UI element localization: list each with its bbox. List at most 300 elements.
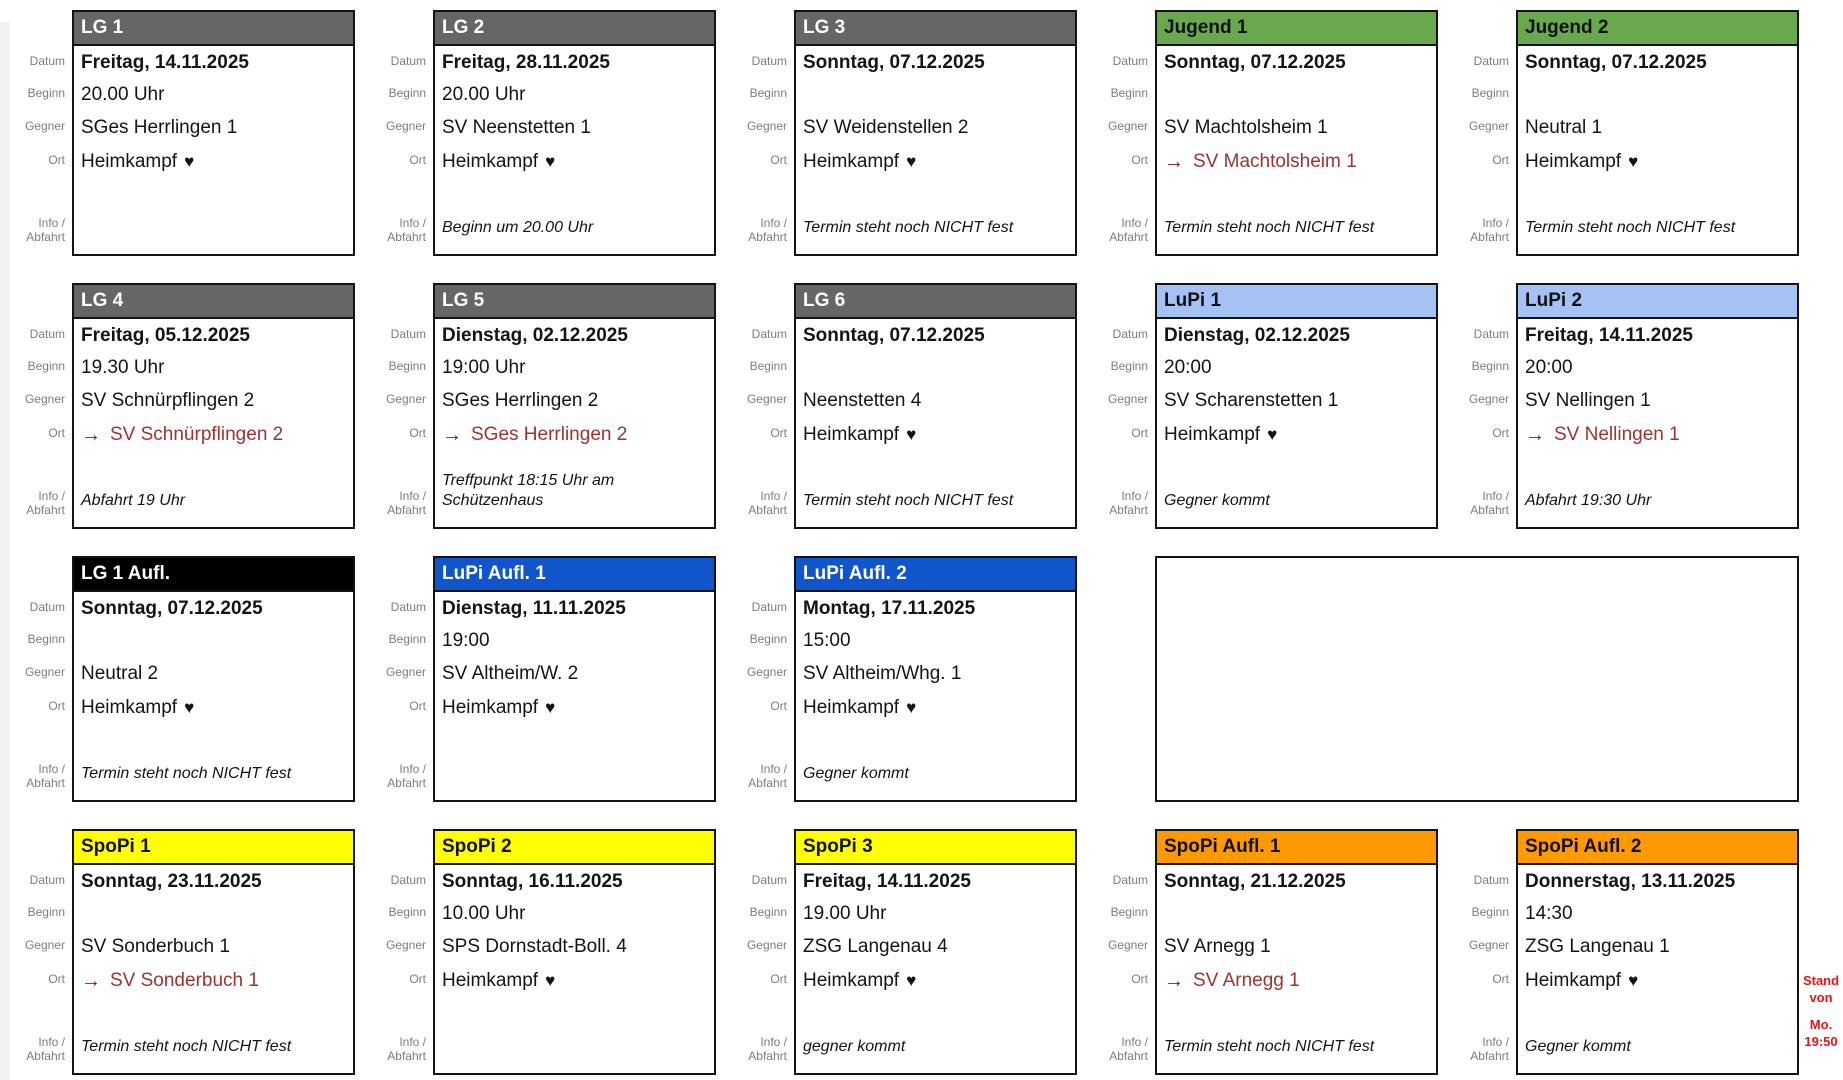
empty-card-box bbox=[1155, 556, 1799, 802]
value-beginn bbox=[1157, 898, 1436, 930]
match-card-unit bbox=[10, 556, 355, 802]
value-ort bbox=[1157, 417, 1436, 453]
value-gegner: SV Arnegg 1 bbox=[1164, 935, 1271, 957]
value-datum: Sonntag, 16.11.2025 bbox=[442, 870, 623, 892]
label-datum: Datum bbox=[390, 872, 426, 887]
value-info: Gegner kommt bbox=[1164, 492, 1270, 509]
label-datum: Datum bbox=[29, 599, 65, 614]
value-info: Termin steht noch NICHT fest bbox=[81, 765, 292, 782]
label-beginn: Beginn bbox=[388, 86, 426, 100]
heart-icon: ♥ bbox=[1628, 152, 1639, 171]
value-info: Termin steht noch NICHT fest bbox=[81, 1038, 292, 1055]
label-info-line2: Abfahrt bbox=[1470, 230, 1509, 244]
heart-icon: ♥ bbox=[184, 698, 195, 717]
label-ort: Ort bbox=[770, 153, 787, 167]
label-info-line1: Info / bbox=[760, 216, 787, 230]
label-info-abfahrt bbox=[1109, 1035, 1148, 1063]
value-datum: Sonntag, 07.12.2025 bbox=[803, 324, 985, 346]
value-datum: Sonntag, 07.12.2025 bbox=[1525, 51, 1707, 73]
label-info-line2: Abfahrt bbox=[26, 1049, 65, 1063]
label-ort: Ort bbox=[1131, 153, 1148, 167]
value-info: gegner kommt bbox=[803, 1038, 906, 1055]
value-datum: Sonntag, 07.12.2025 bbox=[81, 597, 263, 619]
label-datum: Datum bbox=[29, 326, 65, 341]
label-ort: Ort bbox=[1492, 426, 1509, 440]
value-gegner: Neutral 1 bbox=[1525, 116, 1603, 138]
label-info-abfahrt bbox=[387, 216, 426, 244]
label-beginn: Beginn bbox=[1471, 905, 1509, 919]
label-gegner: Gegner bbox=[746, 664, 787, 679]
label-ort: Ort bbox=[48, 699, 65, 713]
value-beginn bbox=[1518, 79, 1797, 111]
label-beginn: Beginn bbox=[749, 632, 787, 646]
value-gegner: ZSG Langenau 4 bbox=[803, 935, 948, 957]
field-labels bbox=[10, 556, 72, 802]
match-card bbox=[1516, 829, 1799, 1075]
value-ort bbox=[796, 963, 1075, 999]
value-beginn: 10.00 Uhr bbox=[442, 903, 526, 924]
label-info-line2: Abfahrt bbox=[26, 230, 65, 244]
team-header: Jugend 1 bbox=[1157, 12, 1436, 46]
value-info: Termin steht noch NICHT fest bbox=[1525, 219, 1736, 236]
ort-text: SV Nellingen 1 bbox=[1554, 424, 1680, 445]
label-info-line1: Info / bbox=[760, 489, 787, 503]
label-gegner: Gegner bbox=[385, 118, 426, 133]
label-info-line2: Abfahrt bbox=[1470, 503, 1509, 517]
page-left-margin bbox=[0, 22, 10, 1080]
label-info-abfahrt bbox=[1470, 1035, 1509, 1063]
match-card-unit bbox=[1093, 10, 1438, 256]
label-info-abfahrt bbox=[748, 762, 787, 790]
match-card bbox=[72, 283, 355, 529]
label-info-line1: Info / bbox=[1482, 216, 1509, 230]
label-info-abfahrt bbox=[748, 489, 787, 517]
field-labels bbox=[1093, 283, 1155, 529]
label-ort: Ort bbox=[1492, 972, 1509, 986]
match-card-unit bbox=[732, 283, 1077, 529]
label-gegner: Gegner bbox=[746, 937, 787, 952]
label-info-line1: Info / bbox=[760, 1035, 787, 1049]
value-beginn bbox=[74, 625, 353, 657]
label-datum: Datum bbox=[1473, 53, 1509, 68]
field-labels bbox=[1454, 829, 1516, 1075]
label-gegner: Gegner bbox=[24, 118, 65, 133]
away-arrow-icon: → bbox=[81, 423, 101, 446]
label-beginn: Beginn bbox=[749, 86, 787, 100]
field-labels bbox=[371, 10, 433, 256]
value-info: Termin steht noch NICHT fest bbox=[1164, 1038, 1375, 1055]
match-card bbox=[1516, 10, 1799, 256]
label-ort: Ort bbox=[48, 153, 65, 167]
value-info: Termin steht noch NICHT fest bbox=[1164, 219, 1375, 236]
match-card bbox=[433, 283, 716, 529]
label-beginn: Beginn bbox=[27, 632, 65, 646]
ort-text: Heimkampf bbox=[803, 697, 900, 718]
field-labels bbox=[1093, 10, 1155, 256]
label-info-abfahrt bbox=[1470, 216, 1509, 244]
stand-note-line: von bbox=[1809, 990, 1833, 1005]
label-info-line1: Info / bbox=[38, 489, 65, 503]
heart-icon: ♥ bbox=[906, 971, 917, 990]
team-header: SpoPi 1 bbox=[74, 831, 353, 865]
label-info-line2: Abfahrt bbox=[387, 230, 426, 244]
value-beginn: 20:00 bbox=[1525, 357, 1573, 378]
label-beginn: Beginn bbox=[1471, 86, 1509, 100]
label-info-abfahrt bbox=[387, 489, 426, 517]
value-beginn: 14:30 bbox=[1525, 903, 1573, 924]
label-gegner: Gegner bbox=[385, 664, 426, 679]
label-info-abfahrt bbox=[748, 216, 787, 244]
match-card bbox=[1155, 283, 1438, 529]
heart-icon: ♥ bbox=[1628, 971, 1639, 990]
label-info-line1: Info / bbox=[38, 762, 65, 776]
away-arrow-icon: → bbox=[1164, 150, 1184, 173]
label-gegner: Gegner bbox=[1107, 391, 1148, 406]
match-card-unit bbox=[371, 556, 716, 802]
value-datum: Montag, 17.11.2025 bbox=[803, 597, 976, 619]
field-labels bbox=[732, 10, 794, 256]
match-card-unit bbox=[1454, 829, 1799, 1075]
label-ort: Ort bbox=[1492, 153, 1509, 167]
value-info: Treffpunkt 18:15 Uhr am Schützenhaus bbox=[442, 472, 615, 509]
value-gegner: SV Machtolsheim 1 bbox=[1164, 116, 1328, 138]
value-datum: Freitag, 28.11.2025 bbox=[442, 51, 610, 73]
team-header: LG 4 bbox=[74, 285, 353, 319]
value-ort bbox=[1518, 963, 1797, 999]
label-info-abfahrt bbox=[1109, 216, 1148, 244]
label-info-line2: Abfahrt bbox=[1109, 230, 1148, 244]
ort-text: Heimkampf bbox=[1164, 424, 1261, 445]
label-info-line1: Info / bbox=[1482, 489, 1509, 503]
match-card bbox=[794, 829, 1077, 1075]
value-datum: Dienstag, 02.12.2025 bbox=[442, 324, 628, 346]
match-card bbox=[794, 10, 1077, 256]
team-header: LG 5 bbox=[435, 285, 714, 319]
field-labels bbox=[1454, 283, 1516, 529]
value-gegner: Neutral 2 bbox=[81, 662, 159, 684]
ort-text: Heimkampf bbox=[81, 697, 178, 718]
value-datum: Dienstag, 02.12.2025 bbox=[1164, 324, 1350, 346]
match-card-unit bbox=[1454, 10, 1799, 256]
match-card-unit bbox=[371, 10, 716, 256]
label-datum: Datum bbox=[751, 53, 787, 68]
value-ort bbox=[796, 144, 1075, 180]
value-datum: Freitag, 14.11.2025 bbox=[81, 51, 249, 73]
field-labels bbox=[371, 829, 433, 1075]
label-info-line1: Info / bbox=[399, 1035, 426, 1049]
match-card bbox=[1516, 283, 1799, 529]
label-info-line1: Info / bbox=[38, 1035, 65, 1049]
value-ort bbox=[74, 144, 353, 180]
match-card bbox=[433, 10, 716, 256]
label-ort: Ort bbox=[409, 153, 426, 167]
heart-icon: ♥ bbox=[184, 152, 195, 171]
label-gegner: Gegner bbox=[385, 937, 426, 952]
label-datum: Datum bbox=[1473, 326, 1509, 341]
heart-icon: ♥ bbox=[906, 698, 917, 717]
label-beginn: Beginn bbox=[27, 86, 65, 100]
label-info-line2: Abfahrt bbox=[1109, 1049, 1148, 1063]
label-datum: Datum bbox=[390, 53, 426, 68]
value-ort bbox=[1157, 144, 1436, 180]
label-info-abfahrt bbox=[26, 1035, 65, 1063]
team-header: SpoPi Aufl. 2 bbox=[1518, 831, 1797, 865]
match-card-unit bbox=[1093, 829, 1438, 1075]
value-ort bbox=[1518, 417, 1797, 453]
value-gegner: SPS Dornstadt-Boll. 4 bbox=[442, 935, 627, 957]
ort-text: Heimkampf bbox=[81, 151, 178, 172]
value-ort bbox=[435, 963, 714, 999]
away-arrow-icon: → bbox=[1164, 969, 1184, 992]
match-card-unit bbox=[10, 829, 355, 1075]
label-info-line2: Abfahrt bbox=[26, 503, 65, 517]
label-info-line1: Info / bbox=[1482, 1035, 1509, 1049]
ort-text: Heimkampf bbox=[442, 151, 539, 172]
field-labels bbox=[732, 556, 794, 802]
value-ort bbox=[1157, 963, 1436, 999]
value-ort bbox=[435, 144, 714, 180]
value-datum: Sonntag, 23.11.2025 bbox=[81, 870, 262, 892]
ort-text: Heimkampf bbox=[442, 697, 539, 718]
value-gegner: SV Nellingen 1 bbox=[1525, 389, 1651, 411]
label-beginn: Beginn bbox=[1110, 359, 1148, 373]
team-header: LuPi 2 bbox=[1518, 285, 1797, 319]
match-card bbox=[1155, 10, 1438, 256]
value-info: Termin steht noch NICHT fest bbox=[803, 219, 1014, 236]
ort-text: Heimkampf bbox=[1525, 970, 1622, 991]
value-info bbox=[74, 218, 353, 238]
label-info-line2: Abfahrt bbox=[1109, 503, 1148, 517]
heart-icon: ♥ bbox=[545, 152, 556, 171]
field-labels bbox=[10, 10, 72, 256]
label-beginn: Beginn bbox=[1110, 905, 1148, 919]
match-card-unit bbox=[371, 283, 716, 529]
label-info-line2: Abfahrt bbox=[748, 776, 787, 790]
value-gegner: SV Scharenstetten 1 bbox=[1164, 389, 1339, 411]
value-gegner: SV Altheim/Whg. 1 bbox=[803, 662, 962, 684]
label-datum: Datum bbox=[390, 326, 426, 341]
label-info-abfahrt bbox=[387, 1035, 426, 1063]
match-card-unit bbox=[10, 283, 355, 529]
label-info-line2: Abfahrt bbox=[387, 776, 426, 790]
match-card bbox=[794, 556, 1077, 802]
team-header: LG 3 bbox=[796, 12, 1075, 46]
label-info-line2: Abfahrt bbox=[26, 776, 65, 790]
label-info-line1: Info / bbox=[760, 762, 787, 776]
ort-text: Heimkampf bbox=[803, 970, 900, 991]
ort-text: SV Sonderbuch 1 bbox=[110, 970, 259, 991]
label-info-line1: Info / bbox=[399, 216, 426, 230]
label-gegner: Gegner bbox=[1107, 937, 1148, 952]
ort-text: Heimkampf bbox=[803, 424, 900, 445]
ort-text: Heimkampf bbox=[803, 151, 900, 172]
label-gegner: Gegner bbox=[746, 391, 787, 406]
value-beginn: 20:00 bbox=[1164, 357, 1212, 378]
label-beginn: Beginn bbox=[27, 905, 65, 919]
label-datum: Datum bbox=[1112, 53, 1148, 68]
value-ort bbox=[74, 963, 353, 999]
team-header: LuPi Aufl. 1 bbox=[435, 558, 714, 592]
label-info-line1: Info / bbox=[1121, 489, 1148, 503]
label-beginn: Beginn bbox=[388, 632, 426, 646]
ort-text: Heimkampf bbox=[442, 970, 539, 991]
value-beginn: 19:00 bbox=[442, 630, 490, 651]
label-datum: Datum bbox=[1112, 872, 1148, 887]
value-ort bbox=[796, 690, 1075, 726]
label-beginn: Beginn bbox=[388, 359, 426, 373]
match-card bbox=[433, 829, 716, 1075]
label-gegner: Gegner bbox=[385, 391, 426, 406]
value-ort bbox=[435, 690, 714, 726]
label-datum: Datum bbox=[751, 599, 787, 614]
label-ort: Ort bbox=[770, 972, 787, 986]
value-beginn: 19.30 Uhr bbox=[81, 357, 165, 378]
field-labels bbox=[1093, 829, 1155, 1075]
value-beginn: 20.00 Uhr bbox=[442, 84, 526, 105]
team-header: LuPi Aufl. 2 bbox=[796, 558, 1075, 592]
label-info-line2: Abfahrt bbox=[748, 1049, 787, 1063]
label-info-line2: Abfahrt bbox=[387, 1049, 426, 1063]
label-info-abfahrt bbox=[26, 216, 65, 244]
value-gegner: ZSG Langenau 1 bbox=[1525, 935, 1670, 957]
heart-icon: ♥ bbox=[545, 698, 556, 717]
ort-text: SV Schnürpflingen 2 bbox=[110, 424, 284, 445]
label-gegner: Gegner bbox=[24, 664, 65, 679]
label-ort: Ort bbox=[409, 699, 426, 713]
label-datum: Datum bbox=[1112, 326, 1148, 341]
label-info-line2: Abfahrt bbox=[1470, 1049, 1509, 1063]
value-gegner: SGes Herrlingen 2 bbox=[442, 389, 599, 411]
value-beginn: 15:00 bbox=[803, 630, 851, 651]
value-beginn: 20.00 Uhr bbox=[81, 84, 165, 105]
label-datum: Datum bbox=[1473, 872, 1509, 887]
match-card bbox=[794, 283, 1077, 529]
field-labels bbox=[371, 556, 433, 802]
field-labels bbox=[10, 283, 72, 529]
label-beginn: Beginn bbox=[749, 359, 787, 373]
value-gegner: SV Weidenstellen 2 bbox=[803, 116, 969, 138]
label-ort: Ort bbox=[770, 699, 787, 713]
label-datum: Datum bbox=[29, 53, 65, 68]
value-beginn bbox=[74, 898, 353, 930]
label-info-abfahrt bbox=[26, 489, 65, 517]
match-card-unit bbox=[732, 556, 1077, 802]
field-labels bbox=[371, 283, 433, 529]
label-beginn: Beginn bbox=[27, 359, 65, 373]
label-info-line2: Abfahrt bbox=[748, 230, 787, 244]
value-beginn: 19:00 Uhr bbox=[442, 357, 526, 378]
value-info: Termin steht noch NICHT fest bbox=[803, 492, 1014, 509]
label-info-abfahrt bbox=[387, 762, 426, 790]
match-card bbox=[1155, 829, 1438, 1075]
label-ort: Ort bbox=[1131, 426, 1148, 440]
label-beginn: Beginn bbox=[1471, 359, 1509, 373]
ort-text: Heimkampf bbox=[1525, 151, 1622, 172]
value-gegner: SV Neenstetten 1 bbox=[442, 116, 591, 138]
label-beginn: Beginn bbox=[388, 905, 426, 919]
label-gegner: Gegner bbox=[1107, 118, 1148, 133]
label-ort: Ort bbox=[770, 426, 787, 440]
label-gegner: Gegner bbox=[1468, 118, 1509, 133]
value-info: Beginn um 20.00 Uhr bbox=[442, 219, 594, 236]
match-card-unit bbox=[10, 10, 355, 256]
value-ort bbox=[1518, 144, 1797, 180]
label-info-line2: Abfahrt bbox=[387, 503, 426, 517]
value-beginn bbox=[796, 352, 1075, 384]
label-beginn: Beginn bbox=[1110, 86, 1148, 100]
label-info-line1: Info / bbox=[399, 489, 426, 503]
value-info: Gegner kommt bbox=[803, 765, 909, 782]
team-header: LG 6 bbox=[796, 285, 1075, 319]
value-datum: Sonntag, 07.12.2025 bbox=[1164, 51, 1346, 73]
value-info: Gegner kommt bbox=[1525, 1038, 1631, 1055]
label-gegner: Gegner bbox=[1468, 937, 1509, 952]
match-card-unit bbox=[732, 10, 1077, 256]
field-labels bbox=[1454, 10, 1516, 256]
team-header: LG 1 Aufl. bbox=[74, 558, 353, 592]
team-header: SpoPi 3 bbox=[796, 831, 1075, 865]
value-ort bbox=[435, 417, 714, 453]
value-gegner: SV Schnürpflingen 2 bbox=[81, 389, 255, 411]
label-info-line2: Abfahrt bbox=[748, 503, 787, 517]
ort-text: SGes Herrlingen 2 bbox=[471, 424, 628, 445]
value-datum: Dienstag, 11.11.2025 bbox=[442, 597, 626, 619]
label-info-line1: Info / bbox=[1121, 216, 1148, 230]
heart-icon: ♥ bbox=[1267, 425, 1278, 444]
label-ort: Ort bbox=[48, 972, 65, 986]
match-card-unit bbox=[371, 829, 716, 1075]
value-ort bbox=[74, 417, 353, 453]
value-gegner: SGes Herrlingen 1 bbox=[81, 116, 238, 138]
stand-note-line: Mo. bbox=[1809, 1017, 1833, 1032]
match-card-unit bbox=[1454, 283, 1799, 529]
label-gegner: Gegner bbox=[1468, 391, 1509, 406]
label-info-line1: Info / bbox=[1121, 1035, 1148, 1049]
label-info-abfahrt bbox=[1470, 489, 1509, 517]
match-card-unit bbox=[732, 829, 1077, 1075]
label-gegner: Gegner bbox=[746, 118, 787, 133]
match-card bbox=[433, 556, 716, 802]
value-info bbox=[435, 1037, 714, 1057]
label-datum: Datum bbox=[751, 326, 787, 341]
ort-text: SV Arnegg 1 bbox=[1193, 970, 1300, 991]
value-datum: Donnerstag, 13.11.2025 bbox=[1525, 870, 1736, 892]
value-datum: Freitag, 14.11.2025 bbox=[803, 870, 971, 892]
label-ort: Ort bbox=[48, 426, 65, 440]
heart-icon: ♥ bbox=[906, 152, 917, 171]
status-timestamp bbox=[1800, 972, 1842, 1050]
match-card bbox=[72, 829, 355, 1075]
team-header: LuPi 1 bbox=[1157, 285, 1436, 319]
label-ort: Ort bbox=[409, 426, 426, 440]
value-datum: Freitag, 05.12.2025 bbox=[81, 324, 250, 346]
value-info: Abfahrt 19:30 Uhr bbox=[1525, 492, 1652, 509]
away-arrow-icon: → bbox=[442, 423, 462, 446]
label-gegner: Gegner bbox=[24, 937, 65, 952]
label-info-line1: Info / bbox=[399, 762, 426, 776]
label-info-abfahrt bbox=[26, 762, 65, 790]
label-beginn: Beginn bbox=[749, 905, 787, 919]
team-header: SpoPi 2 bbox=[435, 831, 714, 865]
value-gegner: Neenstetten 4 bbox=[803, 389, 922, 411]
value-beginn bbox=[796, 79, 1075, 111]
label-info-abfahrt bbox=[748, 1035, 787, 1063]
label-info-abfahrt bbox=[1109, 489, 1148, 517]
label-datum: Datum bbox=[751, 872, 787, 887]
stand-note-line: 19:50 bbox=[1804, 1034, 1838, 1049]
team-header: LG 1 bbox=[74, 12, 353, 46]
team-header: SpoPi Aufl. 1 bbox=[1157, 831, 1436, 865]
